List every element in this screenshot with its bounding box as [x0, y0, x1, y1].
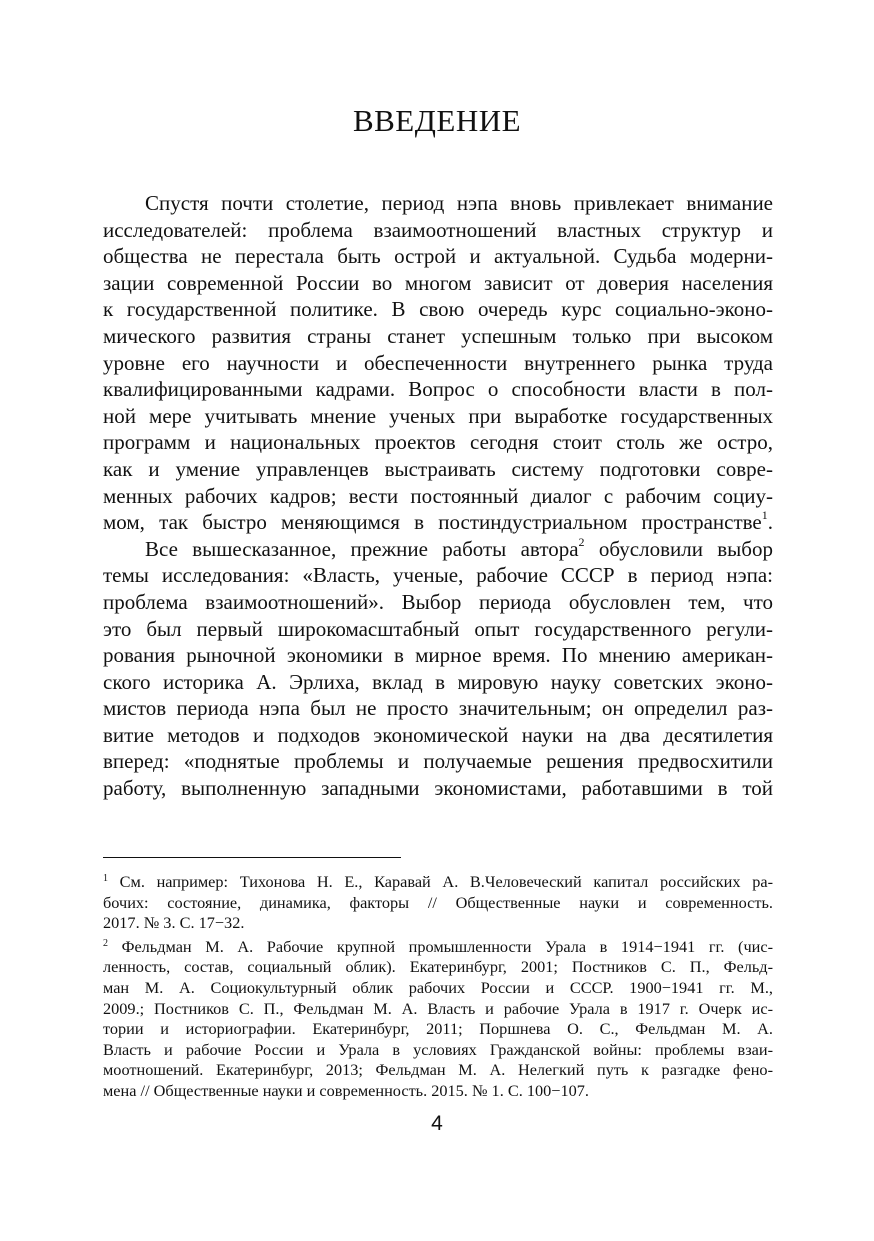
text-line: как и умение управленцев выстраивать систему подготовки совре- — [103, 456, 773, 481]
footnote-separator — [103, 857, 401, 858]
footnote-1 — [103, 872, 773, 893]
footnote-line: Власть и рабочие России и Урала в условиях Гражданской войны: проблемы взаи- — [103, 1039, 773, 1059]
footnote-text: См. например: Тихонова Н. Е., Каравай А. В.Человеческий капитал российских ра- — [108, 872, 773, 891]
footnote-line: тории и историографии. Екатеринбург, 2011; Поршнева О. С., Фельдман М. А. — [103, 1019, 773, 1039]
footnote-2 — [103, 937, 773, 958]
footnote-line: моотношений. Екатеринбург, 2013; Фельдман М. А. Нелегкий путь к разгадке фено- — [103, 1060, 773, 1080]
text-line: работу, выполненную западными экономистами, работавшими в той — [103, 776, 773, 801]
text-line: ной мере учитывать мнение ученых при выработке государственных — [103, 403, 773, 428]
text-line: к государственной политике. В свою очередь курс социально-эконо- — [103, 297, 773, 322]
footnote-line: мена // Общественные науки и современность. 2015. № 1. С. 100−107. — [103, 1080, 589, 1100]
text-line: программ и национальных проектов сегодня стоит столь же остро, — [103, 430, 773, 455]
footnote-ref-1[interactable]: 1 — [761, 508, 768, 523]
text-line: исследователей: проблема взаимоотношений властных структур и — [103, 217, 773, 242]
footnote-line: ман М. А. Социокультурный облик рабочих России и СССР. 1900−1941 гг. М., — [103, 977, 773, 997]
text-line-end: . — [767, 510, 773, 535]
text-line: мистов периода нэпа был не просто значительным; он определил раз- — [103, 696, 773, 721]
footnote-mark: 1 — [103, 873, 108, 884]
text-line: менных рабочих кадров; вести постоянный диалог с рабочим социу- — [103, 483, 773, 508]
text-line — [103, 509, 773, 536]
page-number: 4 — [431, 1112, 443, 1135]
text-line: мического развития страны станет успешным только при высоком — [103, 323, 773, 348]
footnote-mark: 2 — [103, 937, 108, 949]
footnote-line: 2009.; Постников С. П., Фельдман М. А. Власть и рабочие Урала в 1917 г. Очерк ис- — [103, 998, 773, 1018]
text-line: темы исследования: «Власть, ученые, рабочие СССР в период нэпа: — [103, 563, 773, 588]
text-line: рования рыночной экономики в мирное время. По мнению американ- — [103, 643, 773, 668]
text-line: общества не перестала быть острой и актуальной. Судьба модерни- — [103, 244, 773, 269]
text-line-content: обусловили выбор — [584, 536, 773, 561]
page-title: ВВЕДЕНИЕ — [352, 103, 522, 138]
text-line: уровне его научности и обеспеченности внутреннего рынка труда — [103, 350, 773, 375]
footnote-ref-2[interactable]: 2 — [578, 534, 585, 549]
text-line-content: Все вышесказанное, прежние работы автора — [145, 536, 579, 561]
text-line: витие методов и подходов экономической науки на два десятилетия — [103, 722, 773, 747]
text-line: Спустя почти столетие, период нэпа вновь привлекает внимание — [145, 191, 773, 215]
text-line-content: мом, так быстро меняющимся в постиндустриальном пространстве — [103, 510, 762, 535]
text-line: проблема взаимоотношений». Выбор периода обусловлен тем, что — [103, 589, 773, 614]
main-text — [103, 190, 773, 802]
text-line: зации современной России во многом зависит от доверия населения — [103, 270, 773, 295]
text-line: это был первый широкомасштабный опыт государственного регули- — [103, 616, 773, 641]
text-line: ского историка А. Эрлиха, вклад в мировую науку советских эконо- — [103, 669, 773, 694]
footnotes — [103, 872, 773, 1102]
text-line: квалифицированными кадрами. Вопрос о способности власти в пол- — [103, 377, 773, 402]
footnote-line: 2017. № 3. С. 17−32. — [103, 913, 245, 933]
footnote-text: Фельдман М. А. Рабочие крупной промышленности Урала в 1914−1941 гг. (чис- — [108, 936, 773, 956]
footnote-line: ленность, состав, социальный облик). Екатеринбург, 2001; Постников С. П., Фельд- — [103, 957, 773, 977]
footnote-line: бочих: состояние, динамика, факторы // Общественные науки и современность. — [103, 892, 773, 912]
text-line — [103, 536, 773, 563]
text-line: вперед: «поднятые проблемы и получаемые решения предвосхитили — [103, 749, 773, 774]
